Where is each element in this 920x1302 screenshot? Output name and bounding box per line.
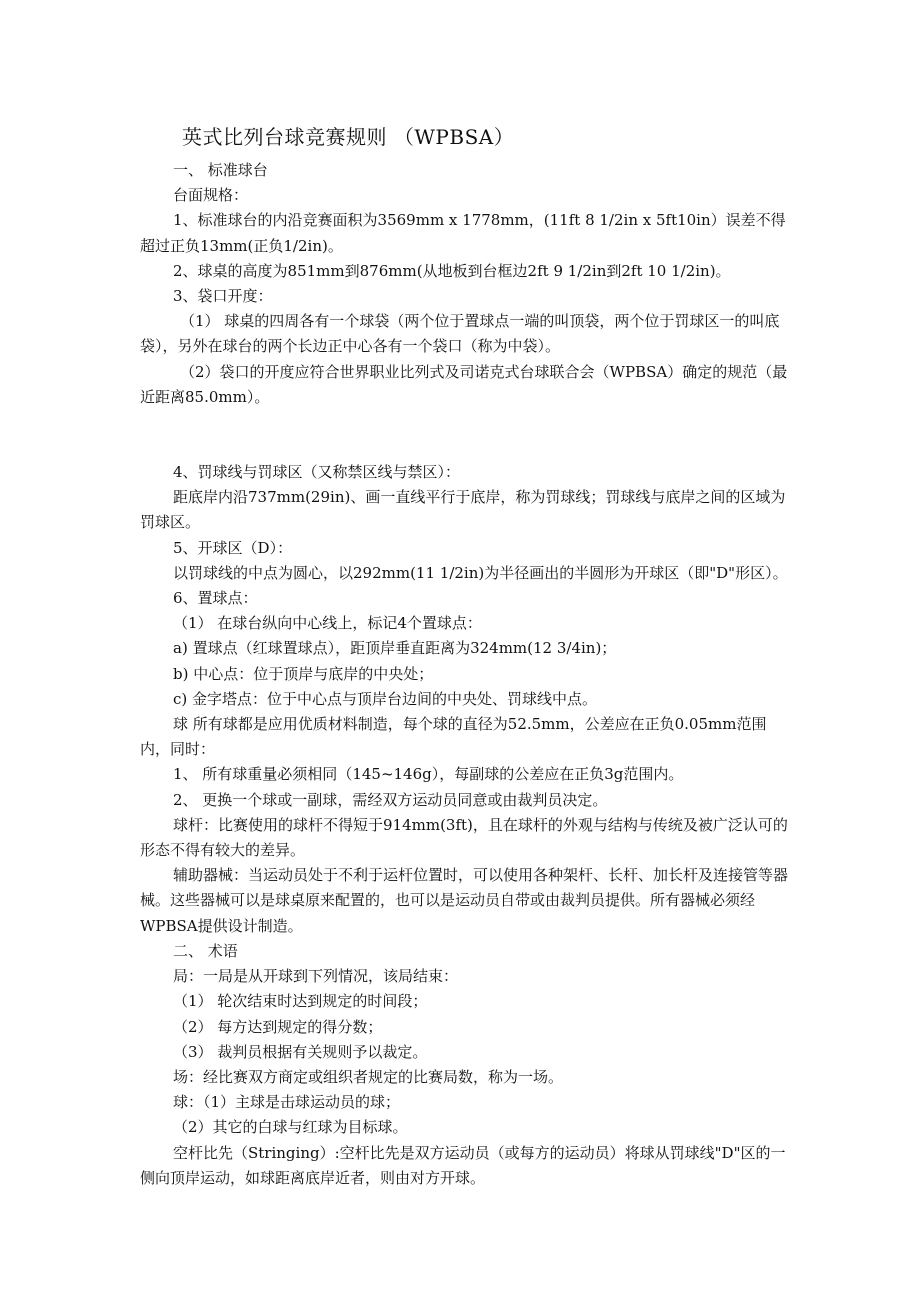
paragraph-balls: 球 所有球都是应用优质材料制造，每个球的直径为52.5mm，公差应在正负0.05mm范围内，同时：	[140, 715, 767, 759]
paragraph-ball-1: 球：（1）主球是击球运动员的球；	[173, 1093, 401, 1112]
section-heading-standard-table: 一、 标准球台	[173, 161, 268, 179]
paragraph-spot-c: c) 金字塔点：位于中心点与顶岸台边间的中央处、罚球线中点。	[173, 689, 598, 708]
paragraph-frame: 局：一局是从开球到下列情况，该局结束：	[173, 967, 459, 986]
paragraph-balls-change: 2、 更换一个球或一副球，需经双方运动员同意或由裁判员决定。	[173, 790, 608, 809]
paragraph-table-area: 1、标准球台的内沿竞赛面积为3569mm x 1778mm，(11ft 8 1/2in x 5ft10in）误差不得超过正负13mm(正负1/2in)。	[140, 211, 786, 255]
paragraph-table-spec: 台面规格：	[173, 186, 249, 205]
paragraph-d-area: 以罚球线的中点为圆心，以292mm(11 1/2in)为半径画出的半圆形为开球区（即"D"形区）。	[173, 563, 788, 582]
paragraph-spot-a: a) 置球点（红球置球点），距顶岸垂直距离为324mm(12 3/4in)；	[173, 639, 617, 658]
paragraph-match: 场：经比赛双方商定或组织者规定的比赛局数，称为一场。	[173, 1067, 564, 1086]
paragraph-frame-1: （1） 轮次结束时达到规定的时间段；	[173, 992, 428, 1011]
paragraph-frame-2: （2） 每方达到规定的得分数；	[173, 1017, 383, 1036]
paragraph-baulk-line: 距底岸内沿737mm(29in)、画一直线平行于底岸，称为罚球线；罚球线与底岸之间的区域为罚球区。	[140, 488, 786, 532]
paragraph-pockets-1: （1） 球桌的四周各有一个球袋（两个位于置球点一端的叫顶袋，两个位于罚球区一的叫底袋），另外在球台的两个长边正中心各有一个袋口（称为中袋）。	[140, 312, 780, 356]
paragraph-baulk-line-heading: 4、罚球线与罚球区（又称禁区线与禁区）：	[173, 463, 461, 482]
document-body	[140, 158, 790, 1191]
paragraph-balls-weight: 1、 所有球重量必须相同（145~146g），每副球的公差应在正负3g范围内。	[173, 765, 684, 784]
paragraph-spots-heading: 6、置球点：	[173, 589, 258, 608]
blank-gap	[140, 410, 790, 460]
paragraph-stringing: 空杆比先（Stringing）:空杆比先是双方运动员（或每方的运动员）将球从罚球线"D"区的一侧向顶岸运动，如球距离底岸近者，则由对方开球。	[140, 1143, 786, 1187]
paragraph-cue: 球杆：比赛使用的球杆不得短于914mm(3ft)，且在球杆的外观与结构与传统及被广泛认可的形态不得有较大的差异。	[140, 815, 788, 860]
paragraph-spots-1: （1） 在球台纵向中心线上，标记4个置球点：	[173, 614, 482, 633]
section-heading-terms: 二、 术语	[173, 941, 238, 960]
paragraph-spot-b: b) 中心点：位于顶岸与底岸的中央处；	[173, 664, 434, 683]
paragraph-table-height: 2、球桌的高度为851mm到876mm(从地板到台框边2ft 9 1/2in到2ft 10 1/2in)。	[173, 261, 731, 280]
paragraph-pocket-opening: 3、袋口开度：	[173, 287, 273, 306]
paragraph-pockets-2: （2）袋口的开度应符合世界职业比列式及司诺克式台球联合会（WPBSA）确定的规范（最近距离85.0mm）。	[140, 362, 788, 406]
paragraph-frame-3: （3） 裁判员根据有关规则予以裁定。	[173, 1042, 428, 1061]
paragraph-ancillary: 辅助器械：当运动员处于不利于运杆位置时，可以使用各种架杆、长杆、加长杆及连接管等器械。这些器械可以是球桌原来配置的，也可以是运动员自带或由裁判员提供。所有器械必须经WPBSA提供设计制造。	[140, 866, 789, 935]
document-title: 英式比列台球竞赛规则 （WPBSA）	[182, 125, 515, 149]
paragraph-d-area-heading: 5、开球区（D）：	[173, 538, 293, 557]
paragraph-ball-2: （2）其它的白球与红球为目标球。	[173, 1118, 408, 1137]
